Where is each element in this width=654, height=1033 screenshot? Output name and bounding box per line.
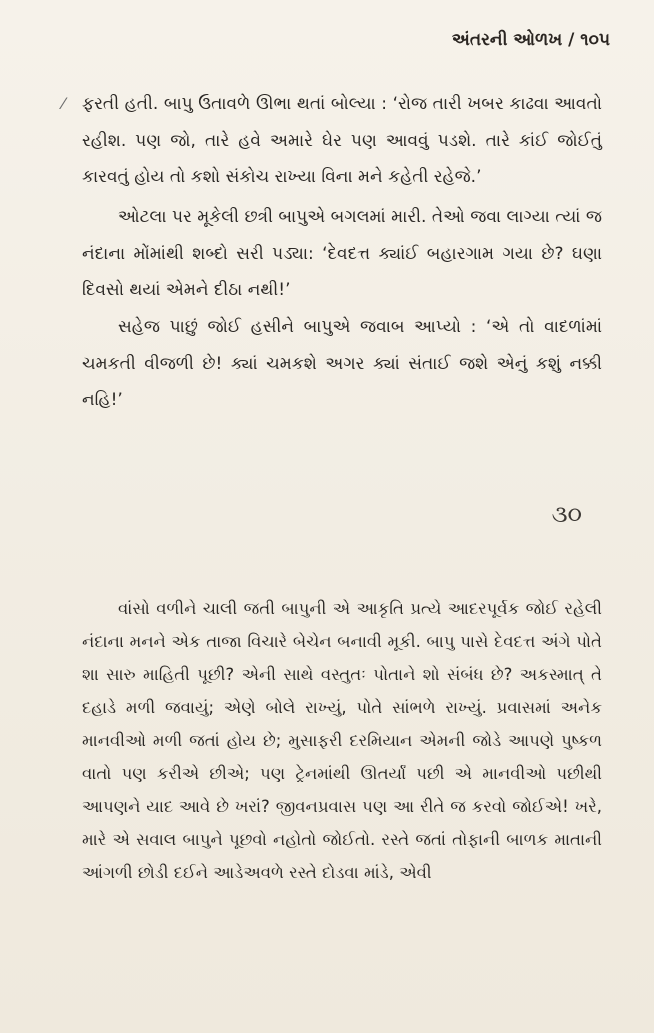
running-head: અંતરની ઓળખ / ૧૦૫ <box>451 30 610 50</box>
paragraph-3: સહેજ પાછું જોઈ હસીને બાપુએ જવાબ આપ્યો : ‘એ તો વાદળાંમાં ચમકતી વીજળી છે! ક્યાં ચમકશે અગર ક્યાં સંતાઈ જશે એનું કશું નક્કી નહિ!’ <box>82 317 602 410</box>
section-number: ૩૦ <box>551 500 582 528</box>
paragraph-1: ફરતી હતી. બાપુ ઉતાવળે ઊભા થતાં બોલ્યા : ‘રોજ તારી ખબર કાઢવા આવતો રહીશ. પણ જો, તારે હવે અમારે ઘેર પણ આવવું પડશે. તારે કાંઈ જોઈતું કારવતું હોય તો કશો સંકોચ રાખ્યા વિના મને કહેતી રહેજે.’ <box>82 94 602 187</box>
margin-pencil-mark: ⁄ <box>62 94 65 113</box>
section-paragraph: વાંસો વળીને ચાલી જતી બાપુની એ આકૃતિ પ્રત્યે આદરપૂર્વક જોઈ રહેલી નંદાના મનને એક તાજા વિચારે બેચેન બનાવી મૂકી. બાપુ પાસે દેવદત્ત અંગે પોતે શા સારુ માહિતી પૂછી? એની સાથે વસ્તુતઃ પોતાને શો સંબંધ છે? અકસ્માત્ તે દહાડે મળી જવાયું; એણે બોલે રાખ્યું, પોતે સાંભળે રાખ્યું. પ્રવાસમાં અનેક માનવીઓ મળી જતાં હોય છે; મુસાફરી દરમિયાન એમની જોડે આપણે પુષ્કળ વાતો પણ કરીએ છીએ; પણ ટ્રેનમાંથી ઊતર્યાં પછી એ માનવીઓ પછીથી આપણને યાદ આવે છે ખરાં? જીવનપ્રવાસ પણ આ રીતે જ કરવો જોઈએ! ખરે, મારે એ સવાલ બાપુને પૂછવો નહોતો જોઈતો. રસ્તે જતાં તોફાની બાળક માતાની આંગળી છોડી દઈને આડેઅવળે રસ્તે દોડવા માંડે, એવી <box>82 599 602 882</box>
paragraph-2: ઓટલા પર મૂકેલી છત્રી બાપુએ બગલમાં મારી. તેઓ જવા લાગ્યા ત્યાં જ નંદાના મોંમાંથી શબ્દો સરી પડ્યા: ‘દેવદત્ત ક્યાંઈ બહારગામ ગયા છે? ઘણા દિવસો થયાં એમને દીઠા નથી!’ <box>82 207 602 300</box>
